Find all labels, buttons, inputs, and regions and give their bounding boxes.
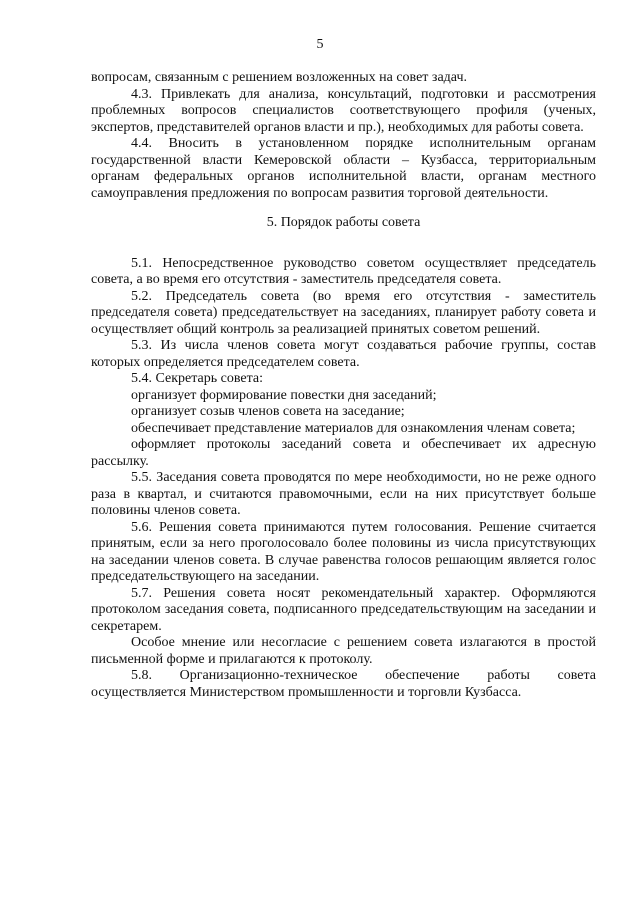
paragraph-5-3: 5.3. Из числа членов совета могут создаваться рабочие группы, состав которых определяется председателем совета.	[91, 338, 596, 370]
paragraph-5-4-item: оформляет протоколы заседаний совета и обеспечивает их адресную рассылку.	[91, 437, 596, 469]
paragraph-5-6: 5.6. Решения совета принимаются путем голосования. Решение считается принятым, если за него проголосовало более половины из числа присутствующих на заседании членов совета. В случае равенства голосов решающим является голос председательствующего на заседании.	[91, 519, 596, 584]
paragraph-5-1: 5.1. Непосредственное руководство советом осуществляет председатель совета, а во время его отсутствия - заместитель председателя совета.	[91, 255, 596, 287]
paragraph-4-3: 4.3. Привлекать для анализа, консультаций, подготовки и рассмотрения проблемных вопросов специалистов соответствующего профиля (ученых, экспертов, представителей органов власти и пр.), необходимых для работы совета.	[91, 86, 596, 135]
paragraph-5-5: 5.5. Заседания совета проводятся по мере необходимости, но не реже одного раза в квартал, и считаются правомочными, если на них присутствует больше половины членов совета.	[91, 470, 596, 518]
paragraph-continuation: вопросам, связанным с решением возложенных на совет задач.	[91, 70, 467, 85]
paragraph-5-4-item: организует формирование повестки дня заседаний;	[131, 387, 437, 403]
paragraph-5-8: 5.8. Организационно-техническое обеспечение работы совета осуществляется Министерством промышленности и торговли Кузбасса.	[91, 668, 596, 700]
paragraph-5-4-item: организует созыв членов совета на заседание;	[131, 404, 405, 419]
paragraph-4-4: 4.4. Вносить в установленном порядке исполнительным органам государственной власти Кемеровской области – Кузбасса, территориальным органам федеральных органов исполнительной власти, органам местного самоуправления предложения по вопросам развития торговой деятельности.	[91, 136, 596, 201]
section-title: 5. Порядок работы совета	[266, 215, 421, 230]
paragraph-5-4: 5.4. Секретарь совета:	[131, 371, 263, 386]
document-body	[91, 70, 596, 701]
paragraph-5-7: 5.7. Решения совета носят рекомендательный характер. Оформляются протоколом заседания совета, подписанного председательствующим на заседании и секретарем.	[91, 585, 596, 634]
page-number: 5	[316, 37, 324, 52]
paragraph-5-4-item: обеспечивает представление материалов для ознакомления членам совета;	[131, 420, 576, 436]
paragraph-5-2: 5.2. Председатель совета (во время его отсутствия - заместитель председателя совета) председательствует на заседаниях, планирует работу совета и осуществляет общий контроль за реализацией принятых советом решений.	[91, 288, 596, 337]
paragraph-5-7-dissent: Особое мнение или несогласие с решением совета излагаются в простой письменной форме и прилагаются к протоколу.	[91, 635, 596, 667]
